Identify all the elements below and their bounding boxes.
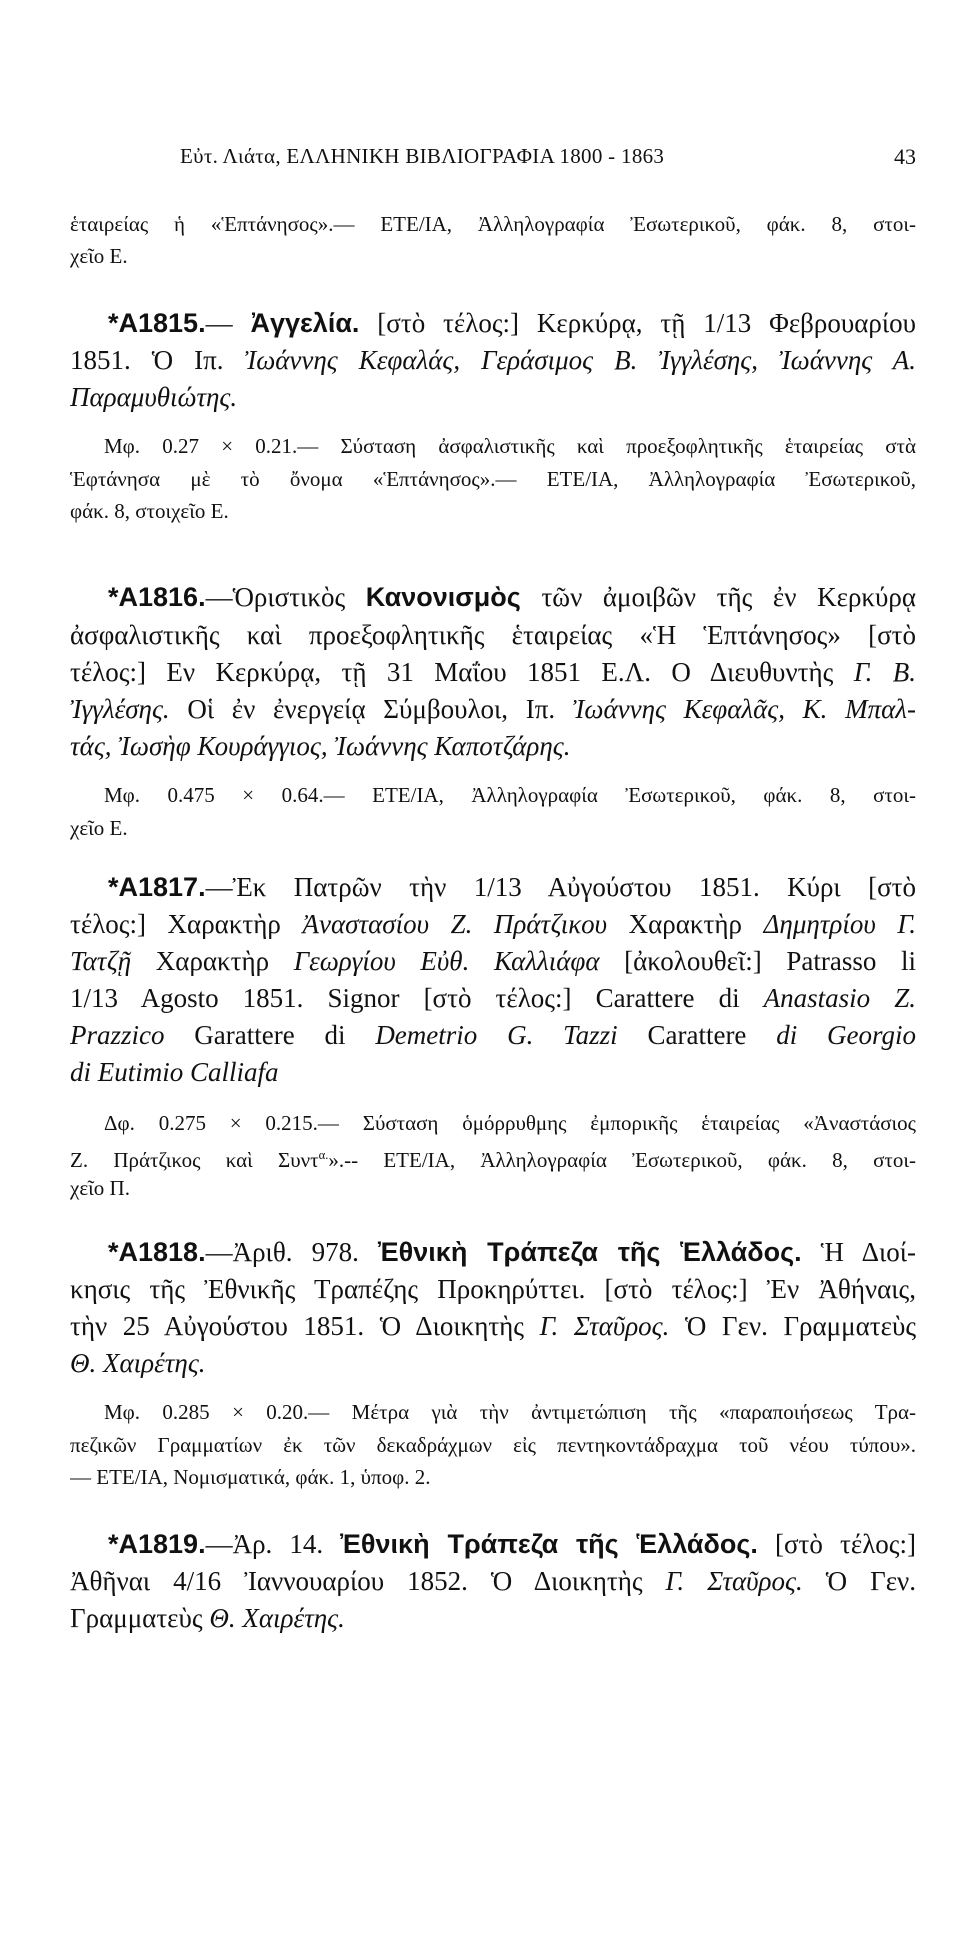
description-line: χεῖο Ε. [70,816,128,840]
text-line: di Eutimio Calliafa [70,1057,279,1087]
entry-a1817: *Α1817.—Ἐκ Πατρῶν τὴν 1/13 Αὐγούστου 1851. Κύρι [στὸ [108,872,916,902]
text-line: χεῖο Ε. [70,244,128,268]
entry-a1816: *Α1816.—Ὁριστικὸς Κανονισμὸς τῶν ἀμοιβῶν τῆς ἐν Κερκύρᾳ [108,582,916,612]
description-line: Μφ. 0.27 × 0.21.— Σύσταση ἀσφαλιστικῆς καὶ προεξοφλητικῆς ἑταιρείας στὰ [104,434,916,458]
entry-a1819: *Α1819.—Ἀρ. 14. Ἐθνικὴ Τράπεζα τῆς Ἑλλάδος. [στὸ τέλος:] [108,1529,916,1559]
text-line: Παραμυθιώτης. [70,382,238,412]
entry-id: *Α1817. [108,872,206,902]
entry-a1818: *Α1818.—Ἀριθ. 978. Ἐθνικὴ Τράπεζα τῆς Ἑλλάδος. Ἡ Διοί- [108,1237,916,1267]
entry-id: *Α1818. [108,1237,206,1267]
description-line: — ΕΤΕ/ΙΑ, Νομισματικά, φάκ. 1, ὑποφ. 2. [70,1465,431,1489]
text-line: τὴν 25 Αὐγούστου 1851. Ὁ Διοικητὴς Γ. Σταῦρος. Ὁ Γεν. Γραμματεὺς [70,1311,916,1341]
entry-a1815: *Α1815.— Ἀγγελία. [στὸ τέλος:] Κερκύρᾳ, τῇ 1/13 Φεβρουαρίου [108,308,916,338]
description-line: Δφ. 0.275 × 0.215.— Σύσταση ὁμόρρυθμης ἐμπορικῆς ἑταιρείας «Ἀναστάσιος [104,1111,916,1135]
page-number: 43 [894,144,916,169]
entry-id: *Α1816. [108,582,206,612]
description-line: Ἑφτάνησα μὲ τὸ ὄνομα «Ἑπτάνησος».— ΕΤΕ/ΙΑ, Ἀλληλογραφία Ἐσωτερικοῦ, [70,467,916,491]
text-line: τάς, Ἰωσὴφ Κουράγγιος, Ἰωάννης Καποτζάρης. [70,731,571,761]
text-line: 1/13 Agosto 1851. Signor [στὸ τέλος:] Carattere di Anastasio Z. [70,983,916,1013]
description-line: Ζ. Πράτζικος καὶ Συντ$^{\alpha.}$».-- ΕΤΕ/ΙΑ, Ἀλληλογραφία Ἐσωτερικοῦ, φάκ. 8, στοι- [70,1148,916,1172]
text-line: κησις τῆς Ἐθνικῆς Τραπέζης Προκηρύττει. [στὸ τέλος:] Ἐν Ἀθήναις, [70,1274,916,1304]
text-line: Τατζῇ Χαρακτὴρ Γεωργίου Εὐθ. Καλλιάφα [ἀκολουθεῖ:] Patrasso li [70,946,916,976]
text-line: Prazzico Garattere di Demetrio G. Tazzi Carattere di Georgio [70,1020,916,1050]
entry-id: *Α1815. [108,308,206,338]
entry-title: Ἀγγελία. [250,308,360,338]
description-line: χεῖο Π. [70,1176,130,1200]
running-title: Εὐτ. Λιάτα, ΕΛΛΗΝΙΚΗ ΒΙΒΛΙΟΓΡΑΦΙΑ 1800 - 1863 [180,144,665,168]
description-line: Μφ. 0.285 × 0.20.— Μέτρα γιὰ τὴν ἀντιμετώπιση τῆς «παραποιήσεως Τρα- [104,1400,916,1424]
text-line: 1851. Ὁ Ιπ. Ἰωάννης Κεφαλάς, Γεράσιμος Β. Ἰγγλέσης, Ἰωάννης Α. [70,345,916,375]
entry-id: *Α1819. [108,1529,206,1559]
text-line: Ἰγγλέσης. Οἱ ἐν ἐνεργείᾳ Σύμβουλοι, Ιπ. Ἰωάννης Κεφαλᾶς, Κ. Μπαλ- [70,694,916,724]
text-line: τέλος:] Χαρακτὴρ Ἀναστασίου Ζ. Πράτζικου Χαρακτὴρ Δημητρίου Γ. [70,909,916,939]
text-line: Θ. Χαιρέτης. [70,1348,206,1378]
text-line: ἑταιρείας ἡ «Ἑπτάνησος».— ΕΤΕ/ΙΑ, Ἀλληλογραφία Ἐσωτερικοῦ, φάκ. 8, στοι- [70,212,916,236]
description-line: πεζικῶν Γραμματίων ἐκ τῶν δεκαδράχμων εἰς πεντηκοντάδραχμα τοῦ νέου τύπου». [70,1433,916,1457]
description-line: φάκ. 8, στοιχεῖο Ε. [70,499,229,523]
entry-title: Ἐθνικὴ Τράπεζα τῆς Ἑλλάδος. [378,1237,802,1267]
text-line: Ἀθῆναι 4/16 Ἰαννουαρίου 1852. Ὁ Διοικητὴς Γ. Σταῦρος. Ὁ Γεν. [70,1566,916,1596]
text-line: ἀσφαλιστικῆς καὶ προεξοφλητικῆς ἑταιρείας «Ἡ Ἑπτάνησος» [στὸ [70,620,916,650]
text-line: τέλος:] Εν Κερκύρᾳ, τῇ 31 Μαΐου 1851 Ε.Λ. Ο Διευθυντὴς Γ. Β. [70,657,916,687]
entry-title: Κανονισμὸς [365,582,521,612]
running-header [70,144,916,174]
text-line: Γραμματεὺς Θ. Χαιρέτης. [70,1603,345,1633]
entry-title: Ἐθνικὴ Τράπεζα τῆς Ἑλλάδος. [340,1529,758,1559]
description-line: Μφ. 0.475 × 0.64.— ΕΤΕ/ΙΑ, Ἀλληλογραφία Ἐσωτερικοῦ, φάκ. 8, στοι- [104,783,916,807]
